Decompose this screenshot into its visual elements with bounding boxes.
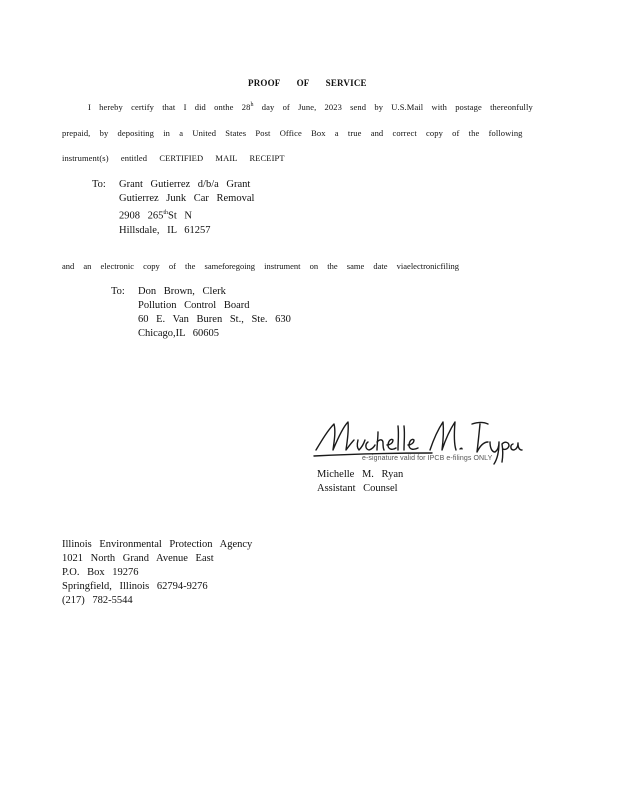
recipient1-name: Grant Gutierrez d/b/a Grant (119, 179, 251, 190)
agency-name: Illinois Environmental Protection Agency (62, 539, 253, 550)
certification-line-2: prepaid, by depositing in a United States Post Office Box a true and correct copy of the following (62, 128, 523, 138)
signer-title: Assistant Counsel (317, 483, 398, 494)
agency-address (62, 538, 252, 608)
recipient1-to-label: To: (92, 179, 106, 190)
certification-text-a: I hereby certify that I did onthe 28 (88, 102, 251, 112)
recipient1-address (119, 178, 254, 238)
day-suffix: h (250, 102, 254, 109)
signer-name: Michelle M. Ryan (317, 469, 404, 480)
recipient2-to-label: To: (111, 286, 125, 297)
electronic-service-line: and an electronic copy of the sameforegoing instrument on the same date viaelectronicfiling (62, 261, 459, 271)
recipient1-street-name: St N (168, 210, 193, 222)
recipient2-city: Chicago,IL 60605 (138, 328, 220, 339)
agency-pobox: P.O. Box 19276 (62, 567, 139, 578)
agency-city: Springfield, Illinois 62794-9276 (62, 581, 208, 592)
agency-phone: (217) 782-5544 (62, 595, 133, 606)
recipient2-address (138, 285, 291, 341)
recipient1-street-number: 2908 265 (119, 210, 164, 222)
recipient1-city: Hillsdale, IL 61257 (119, 224, 211, 236)
recipient2-name: Don Brown, Clerk (138, 286, 226, 297)
recipient1-street (119, 206, 254, 224)
page-title: PROOF OF SERVICE (248, 78, 367, 88)
recipient2-street: 60 E. Van Buren St., Ste. 630 (138, 314, 291, 325)
recipient2-org: Pollution Control Board (138, 300, 250, 311)
certification-text-b: day of June, 2023 send by U.S.Mail with postage thereonfully (261, 102, 533, 112)
street-suffix: th (163, 210, 169, 216)
e-signature-note: e-signature valid for IPCB e-filings ONLY (362, 455, 493, 462)
certification-line-1 (88, 102, 533, 112)
certification-line-3: instrument(s) entitled CERTIFIED MAIL RECEIPT (62, 153, 285, 163)
agency-street: 1021 North Grand Avenue East (62, 553, 214, 564)
signer-block (317, 468, 403, 496)
recipient1-business: Gutierrez Junk Car Removal (119, 193, 255, 204)
